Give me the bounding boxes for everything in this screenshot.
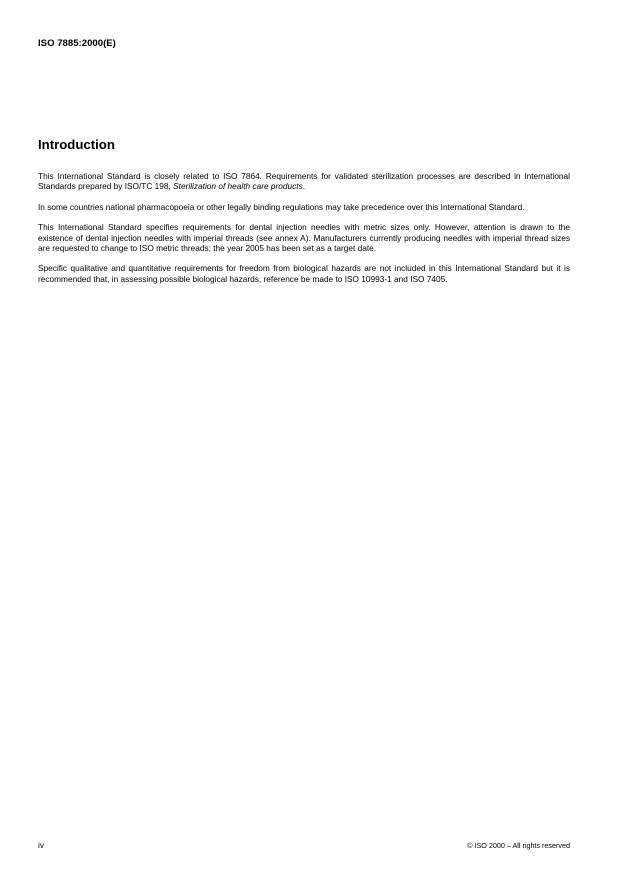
- paragraph-1-text-before: This International Standard is closely related to ISO 7864. Requirements for validated sterilization processes are described in International Standards prepared by ISO/TC 198,: [38, 171, 570, 192]
- section-body: [38, 171, 570, 294]
- paragraph-1-italic-title: Sterilization of health care products: [173, 181, 303, 192]
- paragraph-1-text-after: .: [302, 181, 306, 192]
- paragraph-1: [38, 171, 570, 192]
- document-id-header: ISO 7885:2000(E): [38, 38, 116, 49]
- paragraph-3: This International Standard specifies requirements for dental injection needles with metric sizes only. However, attention is drawn to the existence of dental injection needles with imperial threads (see annex A). Manufacturers currently producing needles with imperial thread sizes are requested to change to ISO metric threads; the year 2005 has been set as a target date.: [38, 222, 570, 253]
- section-title: Introduction: [38, 137, 115, 152]
- paragraph-4: Specific qualitative and quantitative requirements for freedom from biological hazards are not included in this International Standard but it is recommended that, in assessing possible biological hazards, reference be made to ISO 10993-1 and ISO 7405.: [38, 263, 570, 284]
- paragraph-2: In some countries national pharmacopoeia or other legally binding regulations may take precedence over this International Standard.: [38, 201, 525, 212]
- page-number: iv: [38, 840, 44, 850]
- copyright-notice: © ISO 2000 – All rights reserved: [467, 841, 570, 850]
